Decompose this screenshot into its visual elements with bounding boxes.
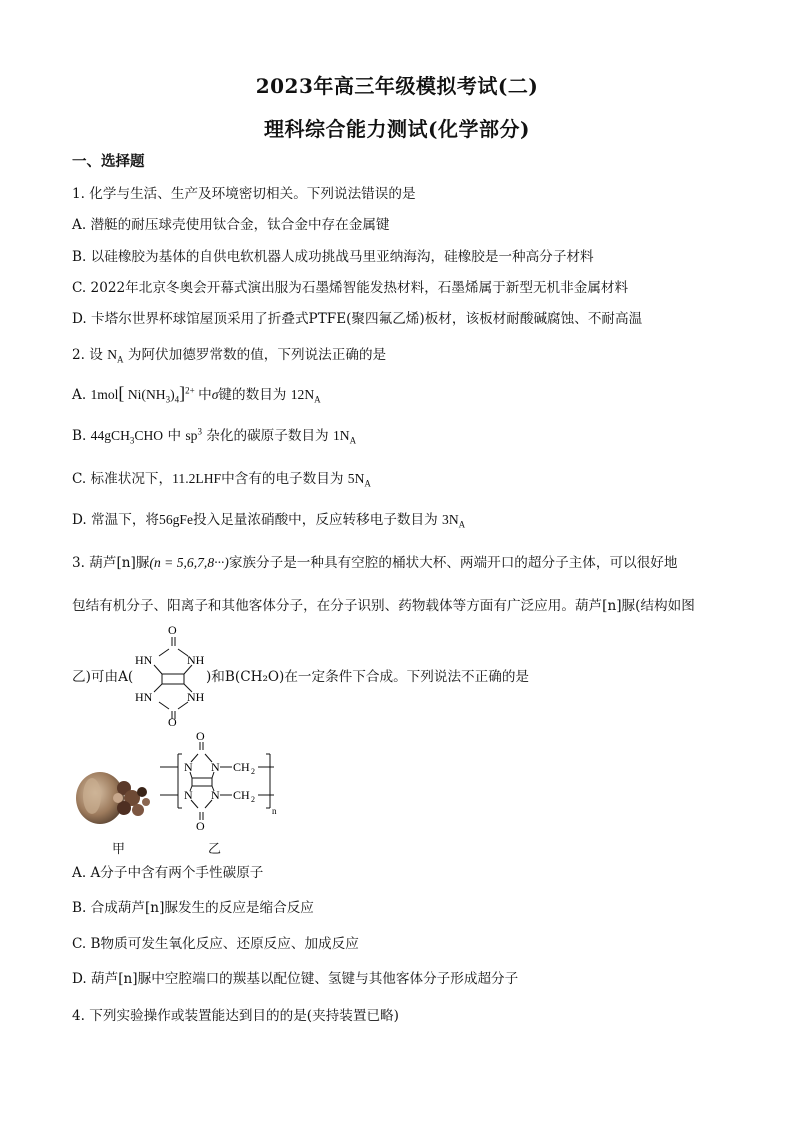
- q2-option-a: A. 1mol[ $Ni(NH_3)_4]^{2+}$ 中σ键的数目为 $12N_A$: [72, 383, 321, 405]
- molecule-yi-structure: [160, 730, 280, 832]
- exam-subtitle: 理科综合能力测试(化学部分): [264, 117, 530, 141]
- atom-nh-right-top: NH: [187, 653, 205, 667]
- q3-option-c: C. B物质可发生氧化反应、还原反应、加成反应: [72, 936, 359, 952]
- q3-line-2: 包结有机分子、阳离子和其他客体分子，在分子识别、药物载体等方面有广泛应用。葫芦[n]脲(结构如图: [72, 598, 695, 614]
- q3-option-d: D. 葫芦[n]脲中空腔端口的羰基以配位键、氢键与其他客体分子形成超分子: [72, 971, 519, 987]
- caption-jia: 甲: [112, 842, 126, 857]
- q1-option-b: B. 以硅橡胶为基体的自供电软机器人成功挑战马里亚纳海沟，硅橡胶是一种高分子材料: [72, 249, 594, 265]
- yi-atom-n-right-top: N: [211, 760, 220, 774]
- atom-o-top: O: [168, 623, 177, 637]
- section-heading: 一、选择题: [72, 153, 145, 170]
- na-symbol: $N_A$: [107, 347, 124, 365]
- q1-option-c: C. 2022年北京冬奥会开幕式演出服为石墨烯智能发热材料，石墨烯属于新型无机非金属材料: [72, 280, 629, 296]
- exam-title: 2023年高三年级模拟考试(二): [255, 74, 539, 98]
- q2-option-b: B. 44gCH$_3$CHO 中 $sp^3$ 杂化的碳原子数目为 $1N_A$: [72, 426, 357, 446]
- q1-stem: 1. 化学与生活、生产及环境密切相关。下列说法错误的是: [72, 186, 416, 202]
- q3-line-3-post: )和B(CH₂O)在一定条件下合成。下列说法不正确的是: [206, 669, 530, 685]
- q1-option-d: D. 卡塔尔世界杯球馆屋顶采用了折叠式PTFE(聚四氟乙烯)板材，该板材耐酸碱腐蚀、不耐高温: [72, 311, 643, 327]
- q2-option-c: C. 标准状况下，11.2LHF中含有的电子数目为 $5N_A$: [72, 471, 371, 489]
- yi-ch2-top: CH: [233, 760, 250, 774]
- q2-stem: 2. 设 $N_A$ 为阿伏加德罗常数的值，下列说法正确的是: [72, 347, 387, 365]
- yi-atom-o-bottom: O: [196, 819, 205, 832]
- yi-atom-o-top: O: [196, 730, 205, 743]
- yi-atom-n-left-top: N: [184, 760, 193, 774]
- yi-repeat-n: n: [272, 806, 277, 816]
- q2-option-d: D. 常温下，将56gFe投入足量浓硝酸中，反应转移电子数目为 $3N_A$: [72, 512, 466, 530]
- q3-line-1: 3. 葫芦[n]脲(n = 5,6,7,8···)家族分子是一种具有空腔的桶状大杯、两端开口的超分子主体，可以很好地: [72, 555, 678, 571]
- q3-line-3-pre: 乙)可由A(: [72, 669, 134, 685]
- atom-hn-left-bottom: HN: [135, 690, 153, 704]
- yi-atom-n-left-bottom: N: [184, 788, 193, 802]
- molecule-a-structure: [132, 622, 212, 726]
- atom-o-bottom: O: [168, 715, 177, 726]
- nickel-complex-formula: 1mol[ $Ni(NH_3)_4]^{2+}$: [90, 383, 195, 405]
- yi-ch2-bottom: CH: [233, 788, 250, 802]
- q3-option-b: B. 合成葫芦[n]脲发生的反应是缩合反应: [72, 900, 314, 916]
- svg-text:2: 2: [251, 767, 255, 776]
- caption-yi: 乙: [208, 842, 222, 857]
- svg-text:2: 2: [251, 795, 255, 804]
- q4-stem: 4. 下列实验操作或装置能达到目的的是(夹持装置已略): [72, 1008, 399, 1024]
- atom-hn-left-top: HN: [135, 653, 153, 667]
- atom-nh-right-bottom: NH: [187, 690, 205, 704]
- cucurbituril-3d-model-image: [72, 768, 162, 830]
- yi-atom-n-right-bottom: N: [211, 788, 220, 802]
- q3-option-a: A. A分子中含有两个手性碳原子: [72, 865, 264, 881]
- q1-option-a: A. 潜艇的耐压球壳使用钛合金，钛合金中存在金属键: [72, 217, 390, 233]
